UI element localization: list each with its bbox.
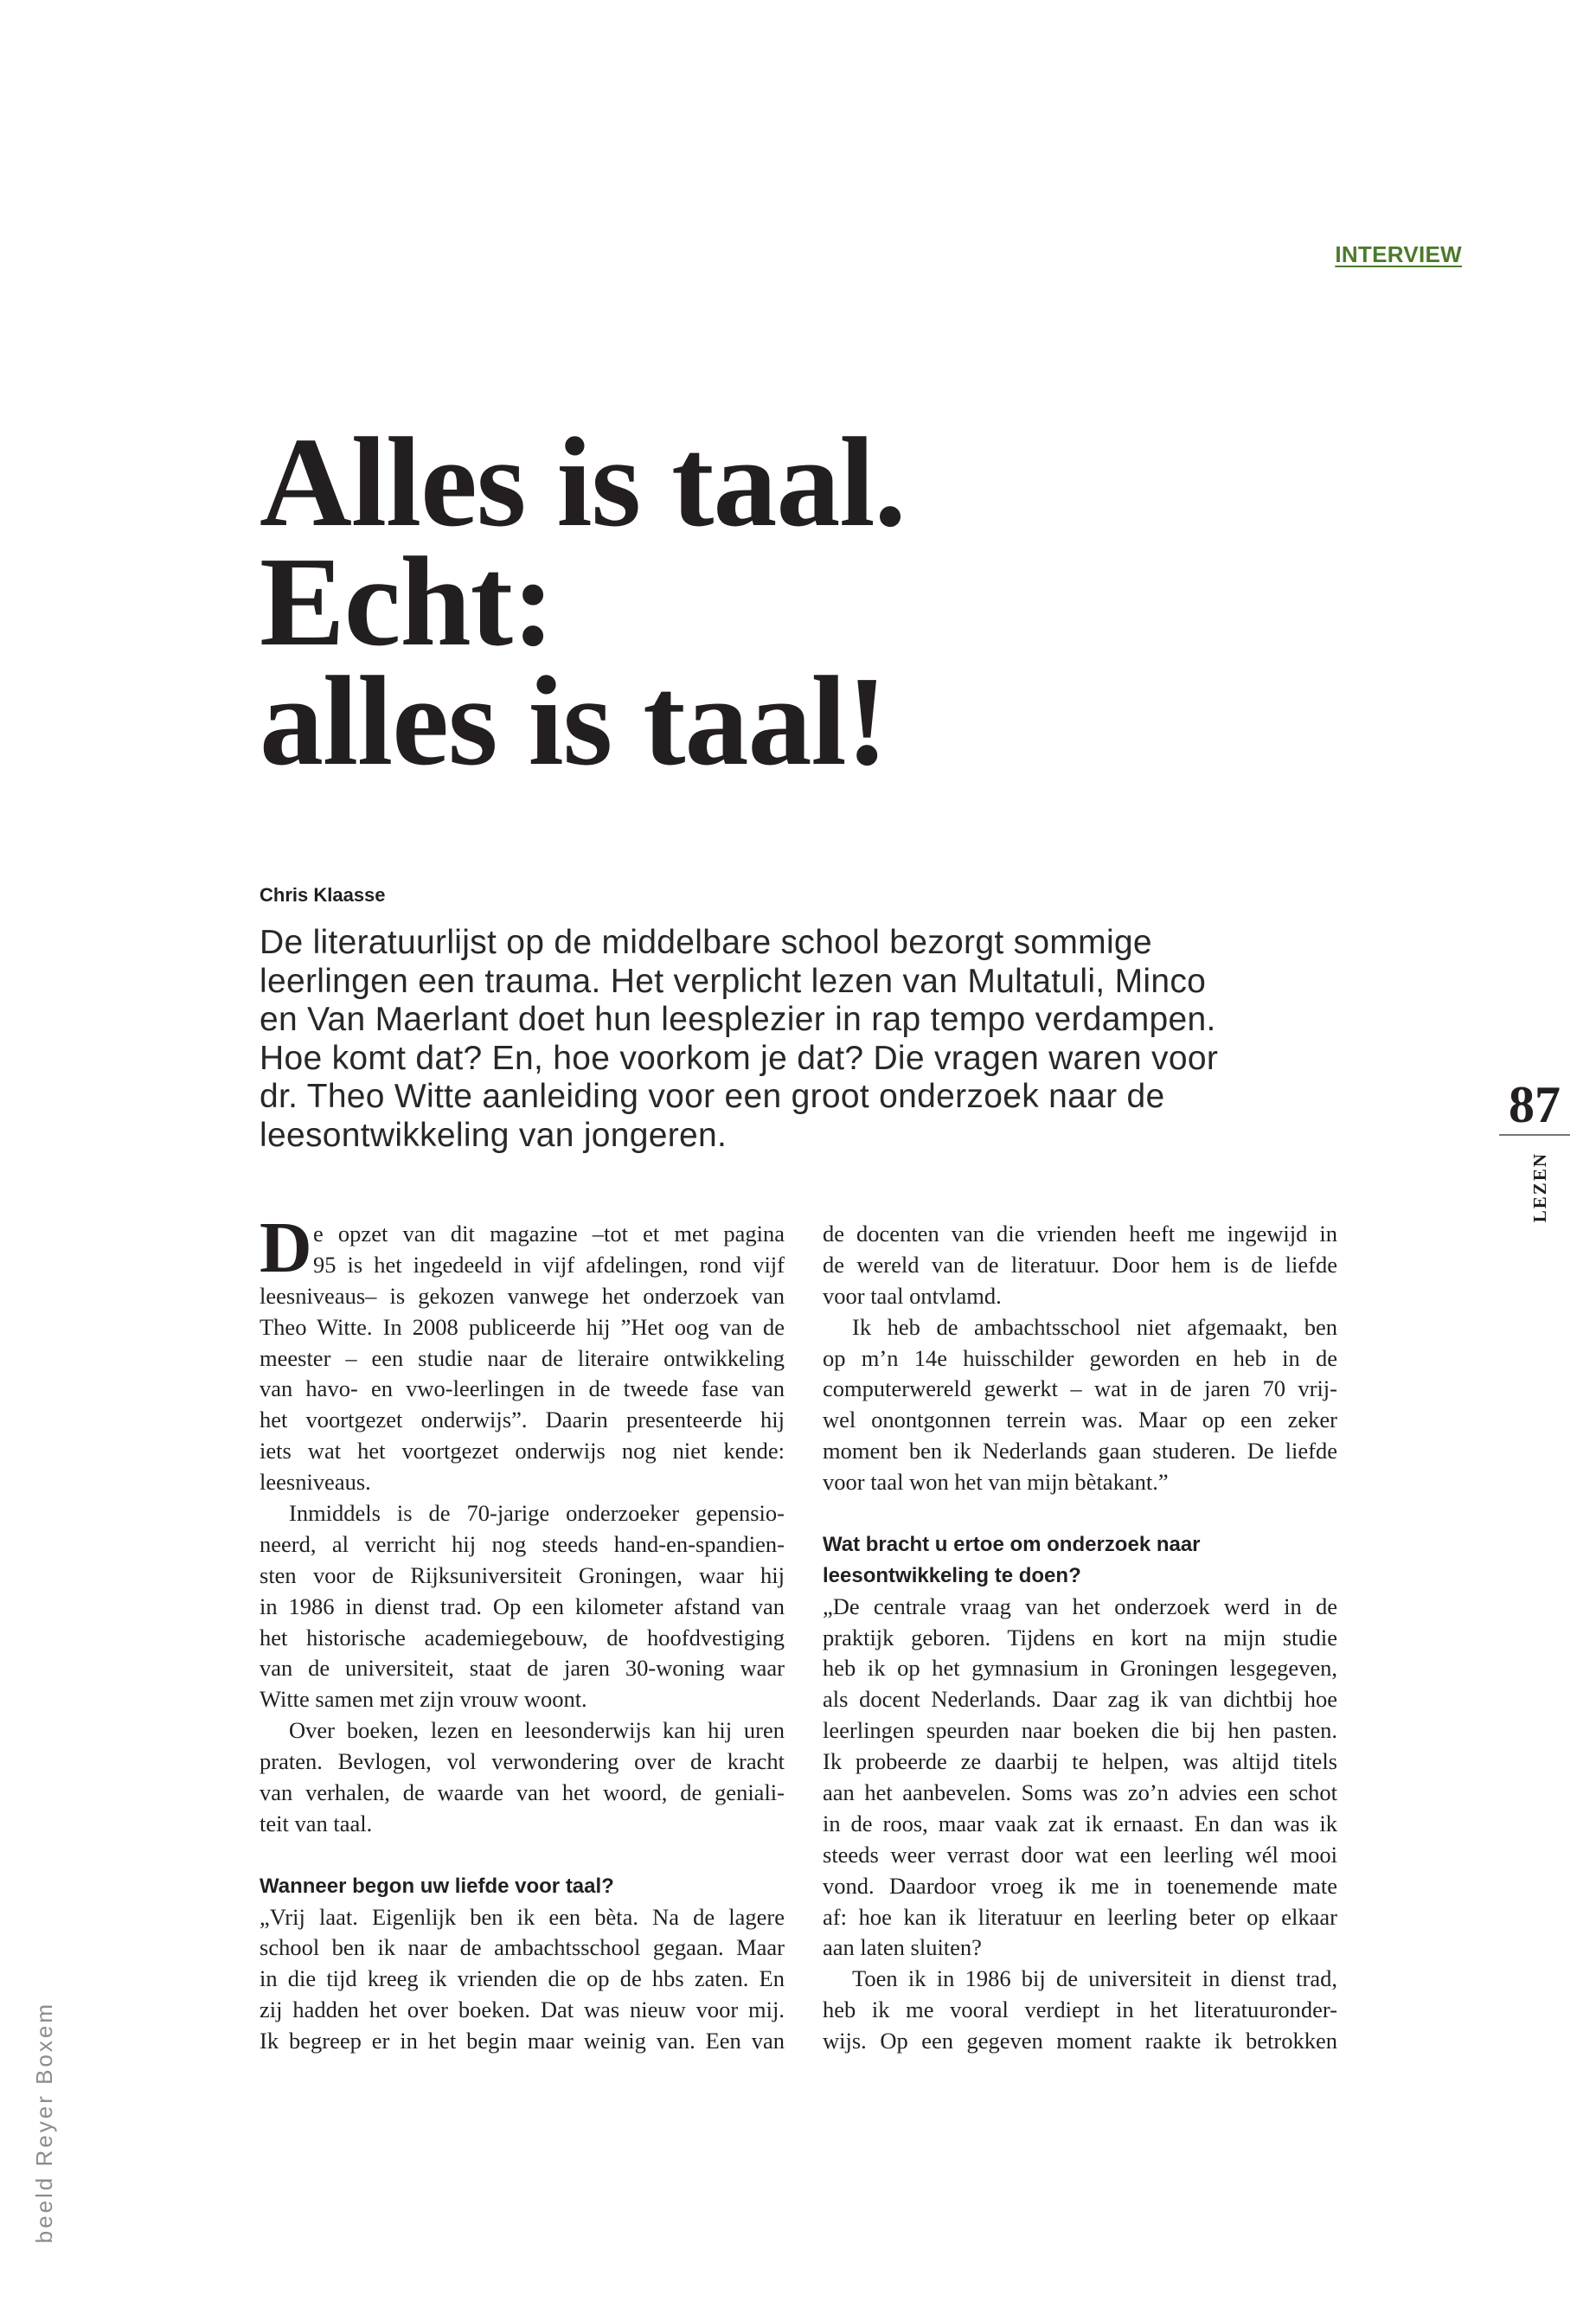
body-line: als docent Nederlands. Daar zag ik van dichtbij hoe <box>823 1686 1337 1713</box>
body-line: praten. Bevlogen, vol verwondering over de kracht <box>260 1748 785 1775</box>
author-byline: Chris Klaasse <box>260 884 386 906</box>
photo-credit: beeld Reyer Boxem <box>31 2002 57 2244</box>
body-line: Over boeken, lezen en leesonderwijs kan hij uren <box>289 1717 785 1744</box>
body-line: Toen ik in 1986 bij de universiteit in dienst trad, <box>852 1965 1337 1992</box>
body-line: de docenten van die vrienden heeft me ingewijd in <box>823 1221 1337 1247</box>
paragraph <box>260 1219 785 1498</box>
subheading-line: Wat bracht u ertoe om onderzoek naar <box>823 1532 1201 1556</box>
body-line: Theo Witte. In 2008 publiceerde hij ”Het oog van de <box>260 1313 785 1340</box>
body-line: in 1986 in dienst trad. Op een kilometer afstand van <box>260 1593 785 1619</box>
body-line: aan het aanbevelen. Soms was zo’n advies een schot <box>823 1779 1337 1806</box>
body-line: Inmiddels is de 70-jarige onderzoeker gepensio- <box>289 1500 785 1527</box>
body-line: meester – een studie naar de literaire ontwikkeling <box>260 1344 785 1371</box>
paragraph <box>823 1219 1337 1312</box>
lead-line: leerlingen een trauma. Het verplicht lezen van Multatuli, Minco <box>260 962 1207 1000</box>
body-line: „Vrij laat. Eigenlijk ben ik een bèta. Na de lagere <box>260 1903 785 1930</box>
body-line: wijs. Op een gegeven moment raakte ik betrokken <box>823 2028 1337 2054</box>
body-line: sten voor de Rijksuniversiteit Groningen, waar hij <box>260 1561 785 1588</box>
body-line: op m’n 14e huisschilder geworden en heb in de <box>823 1344 1337 1371</box>
body-line: vond. Daardoor vroeg ik me in toenemende mate <box>823 1872 1337 1899</box>
body-line: neerd, al verricht hij nog steeds hand-en-spandien- <box>260 1530 785 1557</box>
body-line: leerlingen speurden naar boeken die bij hen pasten. <box>823 1717 1337 1744</box>
body-line: moment ben ik Nederlands gaan studeren. De liefde <box>823 1438 1337 1465</box>
body-line: het historische academiegebouw, de hoofdvestiging <box>260 1624 785 1650</box>
body-line: wel onontgonnen terrein was. Maar op een zeker <box>823 1407 1337 1433</box>
subheading <box>823 1529 1337 1592</box>
body-line: van havo- en vwo-leerlingen in de tweede fase van <box>260 1375 785 1402</box>
body-line: iets wat het voortgezet onderwijs nog niet kende: <box>260 1438 785 1465</box>
body-line: steeds weer verrast door wat een leerling wél mooi <box>823 1841 1337 1868</box>
body-line: van de universiteit, staat de jaren 30-woning waar <box>260 1655 785 1682</box>
paragraph <box>260 1715 785 1840</box>
body-line: Ik heb de ambachtsschool niet afgemaakt, ben <box>852 1313 1337 1340</box>
headline-line: alles is taal! <box>260 651 888 792</box>
body-line: praktijk geboren. Tijdens en kort na mijn studie <box>823 1624 1337 1650</box>
body-line: 95 is het ingedeeld in vijf afdelingen, rond vijf <box>313 1251 785 1278</box>
column-left <box>260 1208 785 2057</box>
subheading-line: Wanneer begon uw liefde voor taal? <box>260 1874 614 1898</box>
headline-line: Echt: <box>260 531 554 673</box>
headline-line: Alles is taal. <box>260 412 906 554</box>
body-line: Ik begreep er in het begin maar weinig van. Een van <box>260 2028 785 2054</box>
paragraph <box>823 1592 1337 1965</box>
body-line: af: hoe kan ik literatuur en leerling beter op elkaar <box>823 1903 1337 1930</box>
body-line: het voortgezet onderwijs”. Daarin presenteerde hij <box>260 1407 785 1433</box>
paragraph <box>260 1498 785 1715</box>
body-line: heb ik op het gymnasium in Groningen lesgegeven, <box>823 1655 1337 1682</box>
column-right <box>823 1219 1337 2057</box>
lead-paragraph <box>260 924 1218 1155</box>
body-line: voor taal won het van mijn bètakant.” <box>823 1469 1169 1496</box>
body-line: de wereld van de literatuur. Door hem is de liefde <box>823 1251 1337 1278</box>
page-number: 87 <box>1509 1076 1561 1133</box>
lead-line: en Van Maerlant doet hun leesplezier in rap tempo verdampen. <box>260 1001 1216 1038</box>
lead-line: leesontwikkeling van jongeren. <box>260 1116 727 1154</box>
lead-line: Hoe komt dat? En, hoe voorkom je dat? Die vragen waren voor <box>260 1039 1219 1077</box>
body-line: leesniveaus. <box>260 1469 371 1496</box>
body-line: zij hadden het over boeken. Dat was nieuw voor mij. <box>260 1997 785 2023</box>
section-name: LEZEN <box>1529 1152 1550 1223</box>
subheading-line: leesontwikkeling te doen? <box>823 1563 1081 1587</box>
body-line: heb ik me vooral verdiept in het literatuuronder- <box>823 1997 1337 2023</box>
body-line: leesniveaus– is gekozen vanwege het onderzoek van <box>260 1282 785 1309</box>
body-line: aan laten sluiten? <box>823 1934 982 1961</box>
body-line: teit van taal. <box>260 1810 373 1836</box>
body-line: „De centrale vraag van het onderzoek werd in de <box>823 1593 1337 1619</box>
lead-line: De literatuurlijst op de middelbare school bezorgt sommige <box>260 924 1152 961</box>
headline <box>260 412 906 792</box>
body-line: Ik probeerde ze daarbij te helpen, was altijd titels <box>823 1748 1337 1775</box>
page-number-rule <box>1499 1134 1570 1136</box>
body-line: in de roos, maar vaak zat ik ernaast. En dan was ik <box>823 1810 1337 1836</box>
body-line: school ben ik naar de ambachtsschool gegaan. Maar <box>260 1934 785 1961</box>
body-line: in die tijd kreeg ik vrienden die op de hbs zaten. En <box>260 1965 785 1992</box>
paragraph <box>823 1312 1337 1498</box>
lead-line: dr. Theo Witte aanleiding voor een groot onderzoek naar de <box>260 1078 1165 1115</box>
subheading <box>260 1871 785 1902</box>
drop-cap: D <box>260 1208 312 1288</box>
body-line: voor taal ontvlamd. <box>823 1282 1002 1309</box>
body-line: computerwereld gewerkt – wat in de jaren 70 vrij- <box>823 1375 1337 1402</box>
body-line: van verhalen, de waarde van het woord, de geniali- <box>260 1779 785 1806</box>
body-line: Witte samen met zijn vrouw woont. <box>260 1686 587 1713</box>
body-line: e opzet van dit magazine –tot et met pagina <box>313 1221 785 1247</box>
paragraph <box>823 1964 1337 2057</box>
section-label: INTERVIEW <box>1335 241 1462 267</box>
paragraph <box>260 1902 785 2057</box>
